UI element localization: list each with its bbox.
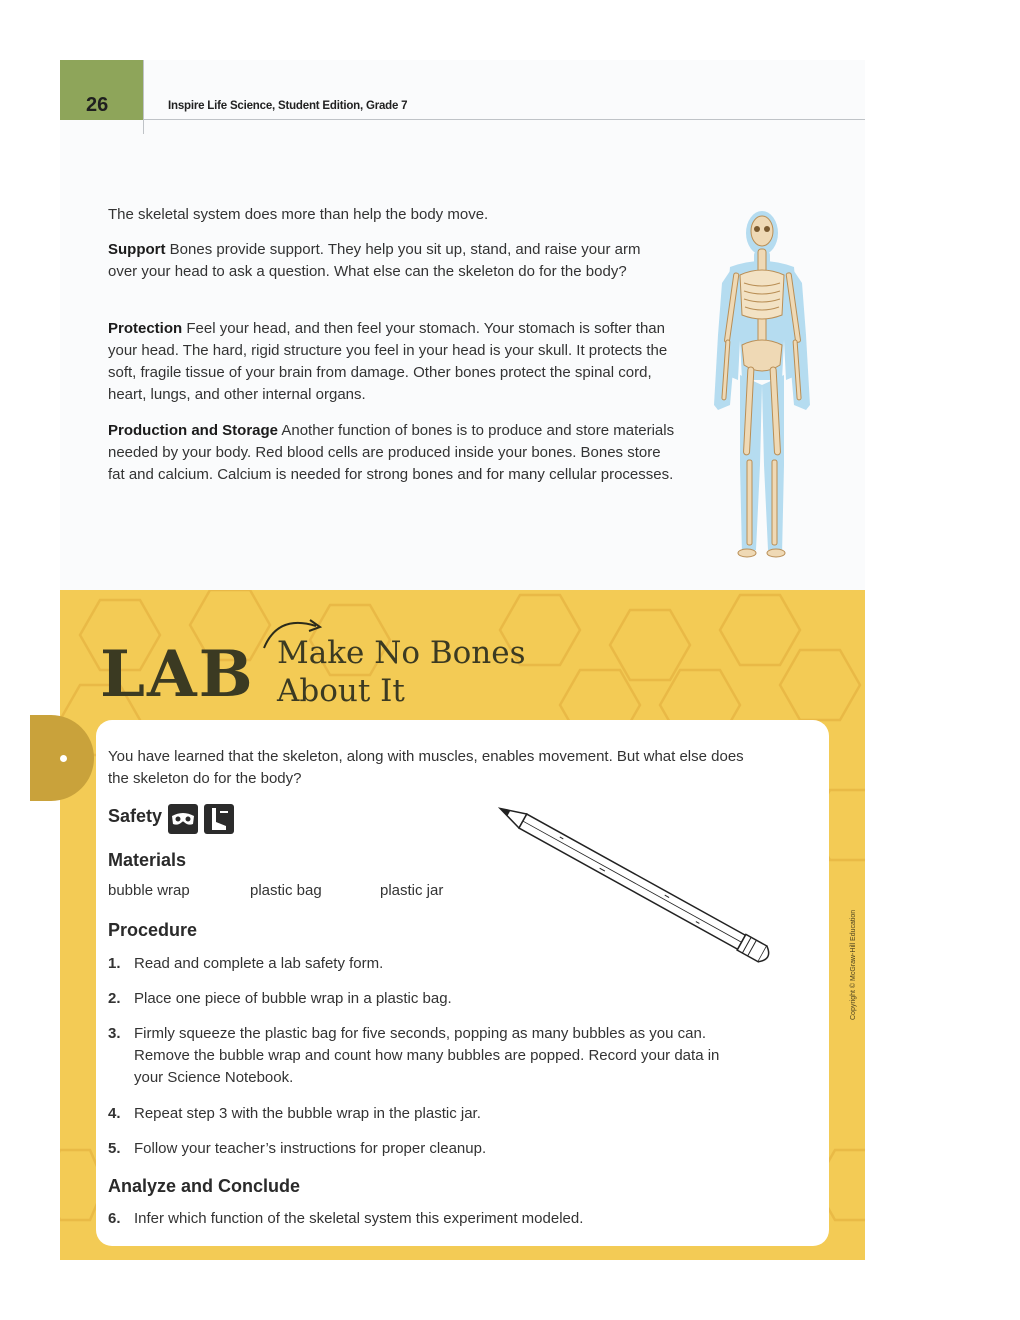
material-plastic-bag: plastic bag	[250, 882, 322, 899]
step-number: 2.	[108, 990, 121, 1007]
support-paragraph	[108, 239, 668, 283]
procedure-heading: Procedure	[108, 920, 198, 940]
step-number: 3.	[108, 1025, 121, 1042]
lab-card	[96, 720, 829, 1246]
analyze-heading: Analyze and Conclude	[108, 1176, 301, 1196]
page-number: 26	[86, 94, 109, 116]
procedure-step	[108, 1138, 733, 1160]
step-text: Place one piece of bubble wrap in a plastic bag.	[134, 990, 452, 1007]
step-text: Read and complete a lab safety form.	[134, 955, 384, 972]
step-text: Infer which function of the skeletal system this experiment modeled.	[134, 1210, 584, 1227]
protection-text: Feel your head, and then feel your stomach. Your stomach is softer than your head. The hard, rigid structure you feel in your head is your skull. It protects the soft, fragile tissue of your brain from damage. Other bones protect the spinal cord, heart, lungs, and other internal organs.	[108, 320, 668, 403]
production-paragraph	[108, 420, 678, 486]
step-number: 5.	[108, 1140, 121, 1157]
goggles-icon	[168, 804, 198, 834]
analyze-step	[108, 1208, 733, 1230]
material-bubble-wrap: bubble wrap	[108, 882, 190, 899]
lab-title	[277, 634, 526, 710]
book-title: Inspire Life Science, Student Edition, Grade 7	[168, 100, 408, 112]
step-text: Repeat step 3 with the bubble wrap in the plastic jar.	[134, 1105, 481, 1122]
materials-heading: Materials	[108, 850, 187, 870]
header-divider	[143, 119, 865, 120]
copyright-notice: Copyright © McGraw-Hill Education	[850, 909, 857, 1020]
procedure-step	[108, 988, 733, 1010]
intro-paragraph: The skeletal system does more than help the body move.	[108, 206, 489, 223]
step-number: 1.	[108, 955, 121, 972]
lab-title-line2: About It	[277, 673, 405, 709]
production-text: Another function of bones is to produce and store materials needed by your body. Red blood cells are produced inside your bones. Bones store fat and calcium. Calcium is needed for strong bones and for many cellular processes.	[108, 422, 675, 483]
procedure-step	[108, 1023, 733, 1089]
lab-intro: You have learned that the skeleton, along with muscles, enables movement. But what else does the skeleton do for the body?	[108, 748, 744, 787]
production-heading: Production and Storage	[108, 422, 279, 439]
lab-coat-icon	[204, 804, 234, 834]
skeleton-illustration	[700, 205, 820, 565]
step-number: 6.	[108, 1210, 121, 1227]
lab-title-line1: Make No Bones	[277, 635, 526, 671]
safety-heading: Safety	[108, 806, 163, 826]
lab-badge: LAB	[100, 637, 255, 712]
support-text: Bones provide support. They help you sit up, stand, and raise your arm over your head to ask a question. What else can the skeleton do for the body?	[108, 241, 641, 280]
step-number: 4.	[108, 1105, 121, 1122]
support-heading: Support	[108, 241, 166, 258]
step-text: Follow your teacher’s instructions for proper cleanup.	[134, 1140, 487, 1157]
side-tab-dot	[60, 755, 67, 762]
procedure-step	[108, 1103, 733, 1125]
procedure-step	[108, 953, 733, 975]
protection-paragraph	[108, 318, 668, 406]
material-plastic-jar: plastic jar	[380, 882, 444, 899]
protection-heading: Protection	[108, 320, 183, 337]
step-text: Firmly squeeze the plastic bag for five seconds, popping as many bubbles as you can. Remove the bubble wrap and count how many bubbles are popped. Record your data in your Science Notebook.	[134, 1025, 720, 1086]
header-divider-vertical	[143, 60, 144, 134]
